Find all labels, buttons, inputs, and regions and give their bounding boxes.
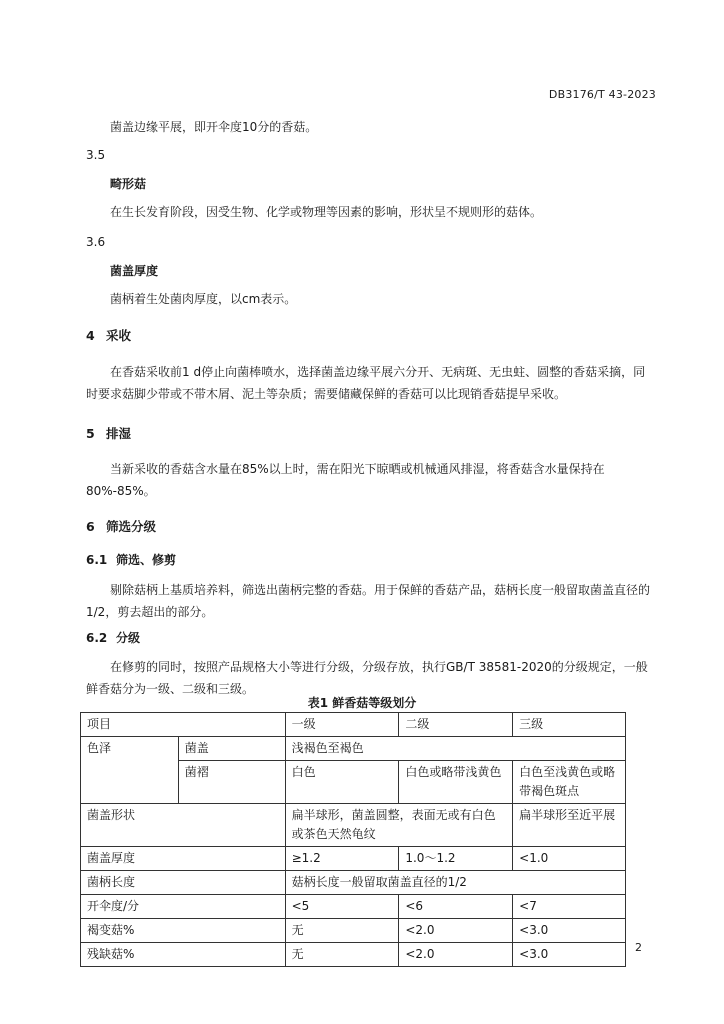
color-label: 色泽 bbox=[81, 737, 179, 804]
discolor-grade-1: 无 bbox=[285, 919, 399, 943]
gill-label: 菌褶 bbox=[178, 761, 285, 804]
continuation-paragraph: 菌盖边缘平展，即开伞度10分的香菇。 bbox=[110, 120, 318, 134]
damaged-label: 残缺菇% bbox=[81, 943, 286, 967]
section-5-text: 当新采收的香菇含水量在85%以上时，需在阳光下晾晒或机械通风排湿，将香菇含水量保持在80%-85%。 bbox=[86, 462, 605, 498]
table-title: 表1 鲜香菇等级划分 bbox=[307, 696, 417, 710]
header-grade-1: 一级 bbox=[285, 713, 399, 737]
subsection-6-2-number: 6.2 bbox=[86, 631, 108, 645]
gill-grade-1: 白色 bbox=[285, 761, 399, 804]
header-item: 项目 bbox=[81, 713, 286, 737]
definition-3-5-text: 在生长发育阶段，因受生物、化学或物理等因素的影响，形状呈不规则形的菇体。 bbox=[110, 205, 543, 219]
section-4-heading bbox=[86, 326, 131, 344]
page-number: 2 bbox=[635, 941, 642, 954]
section-6-number: 6 bbox=[86, 519, 95, 534]
header-grade-2: 二级 bbox=[399, 713, 513, 737]
section-4-text: 在香菇采收前1 d停止向菌棒喷水，选择菌盖边缘平展六分开、无病斑、无虫蛀、圆整的香菇采摘，同时要求菇脚少带或不带木屑、泥土等杂质；需要储藏保鲜的香菇可以比现销香菇提早采收。 bbox=[86, 365, 646, 401]
table-row bbox=[81, 895, 626, 919]
thickness-grade-2: 1.0～1.2 bbox=[399, 847, 513, 871]
cap-label: 菌盖 bbox=[178, 737, 285, 761]
subsection-6-2-heading bbox=[86, 629, 140, 646]
shape-label: 菌盖形状 bbox=[81, 804, 286, 847]
section-6-heading bbox=[86, 517, 156, 535]
subsection-6-1-title: 筛选、修剪 bbox=[116, 553, 177, 567]
gill-grade-3: 白色至浅黄色或略带褐色斑点 bbox=[513, 761, 626, 804]
shape-grade-1-2: 扁半球形，菌盖圆整，表面无或有白色或茶色天然龟纹 bbox=[285, 804, 513, 847]
table-row bbox=[81, 943, 626, 967]
table-header-row bbox=[81, 713, 626, 737]
damaged-grade-1: 无 bbox=[285, 943, 399, 967]
gill-grade-2: 白色或略带浅黄色 bbox=[399, 761, 513, 804]
opening-grade-2: <6 bbox=[399, 895, 513, 919]
table-row bbox=[81, 804, 626, 847]
definition-3-6-number: 3.6 bbox=[86, 235, 106, 249]
discolor-grade-2: <2.0 bbox=[399, 919, 513, 943]
table-row bbox=[81, 919, 626, 943]
stem-label: 菌柄长度 bbox=[81, 871, 286, 895]
table-row bbox=[81, 871, 626, 895]
table-row bbox=[81, 737, 626, 761]
section-5-title: 排湿 bbox=[106, 426, 132, 441]
definition-3-6-term: 菌盖厚度 bbox=[110, 264, 159, 278]
subsection-6-2-title: 分级 bbox=[116, 631, 141, 645]
damaged-grade-3: <3.0 bbox=[513, 943, 626, 967]
cap-color-value: 浅褐色至褐色 bbox=[285, 737, 625, 761]
subsection-6-1-heading bbox=[86, 551, 176, 568]
section-4-number: 4 bbox=[86, 328, 95, 343]
opening-grade-1: <5 bbox=[285, 895, 399, 919]
stem-value: 菇柄长度一般留取菌盖直径的1/2 bbox=[285, 871, 625, 895]
subsection-6-1-text: 剔除菇柄上基质培养料，筛选出菌柄完整的香菇。用于保鲜的香菇产品，菇柄长度一般留取菌盖直径的1/2，剪去超出的部分。 bbox=[86, 583, 651, 619]
opening-grade-3: <7 bbox=[513, 895, 626, 919]
thickness-grade-1: ≥1.2 bbox=[285, 847, 399, 871]
grading-table bbox=[80, 712, 626, 967]
shape-grade-3: 扁半球形至近平展 bbox=[513, 804, 626, 847]
definition-3-5-term: 畸形菇 bbox=[110, 177, 147, 191]
thickness-label: 菌盖厚度 bbox=[81, 847, 286, 871]
opening-label: 开伞度/分 bbox=[81, 895, 286, 919]
table-row bbox=[81, 847, 626, 871]
damaged-grade-2: <2.0 bbox=[399, 943, 513, 967]
section-5-heading bbox=[86, 424, 131, 442]
document-id: DB3176/T 43-2023 bbox=[548, 88, 656, 101]
section-6-title: 筛选分级 bbox=[106, 519, 157, 534]
header-grade-3: 三级 bbox=[513, 713, 626, 737]
section-4-title: 采收 bbox=[106, 328, 132, 343]
subsection-6-1-number: 6.1 bbox=[86, 553, 108, 567]
definition-3-5-number: 3.5 bbox=[86, 148, 106, 162]
discolor-grade-3: <3.0 bbox=[513, 919, 626, 943]
subsection-6-2-text: 在修剪的同时，按照产品规格大小等进行分级，分级存放，执行GB/T 38581-2020的分级规定，一般鲜香菇分为一级、二级和三级。 bbox=[86, 660, 648, 696]
discolor-label: 褐变菇% bbox=[81, 919, 286, 943]
definition-3-6-text: 菌柄着生处菌肉厚度，以cm表示。 bbox=[110, 292, 297, 306]
section-5-number: 5 bbox=[86, 426, 95, 441]
thickness-grade-3: <1.0 bbox=[513, 847, 626, 871]
